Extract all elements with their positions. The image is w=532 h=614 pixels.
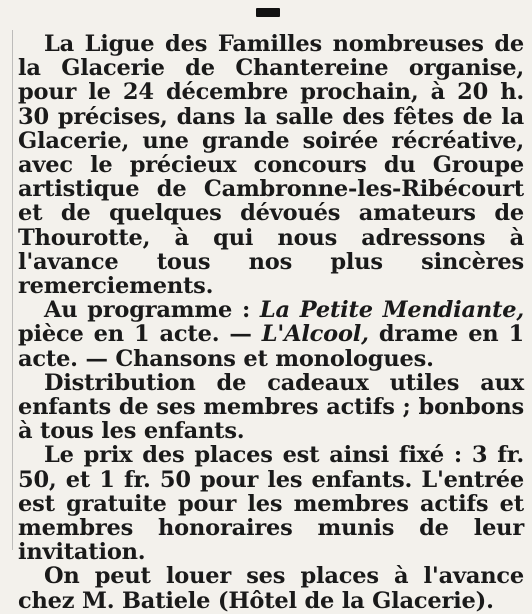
programme-middle: pièce en 1 acte. —: [18, 321, 262, 348]
article-body: [18, 32, 524, 613]
paragraph-booking: On peut louer ses places à l'avance chez M. Batiele (Hôtel de la Glacerie).: [18, 563, 524, 614]
play-title: La Petite Mendiante,: [259, 297, 525, 324]
drama-title: L'Alcool,: [261, 321, 369, 348]
column-rule: [12, 30, 13, 550]
programme-intro: Au programme :: [44, 297, 260, 324]
programme-end: drame en 1 acte. — Chansons et monologues.: [18, 321, 524, 372]
paragraph-gifts: Distribution de cadeaux utiles aux enfants de ses membres actifs ; bonbons à tous les enfants.: [18, 369, 524, 445]
paragraph-prices: Le prix des places est ainsi fixé : 3 fr. 50, et 1 fr. 50 pour les enfants. L'entrée est gratuite pour les membres actifs et membres honoraires munis de leur invitation.: [18, 442, 524, 566]
paragraph-announcement: La Ligue des Familles nombreuses de la Glacerie de Chantereine organise, pour le 24 décembre prochain, à 20 h. 30 précises, dans la salle des fêtes de la Glacerie, une grande soirée récréative, avec le précieux concours du Groupe artistique de Cambronne-les-Ribécourt et de quelques dévoués amateurs de Thourotte, à qui nous adressons à l'avance tous nos plus sincères remerciements.: [18, 31, 524, 300]
paragraph-programme: [18, 298, 524, 371]
section-separator: [256, 8, 280, 17]
